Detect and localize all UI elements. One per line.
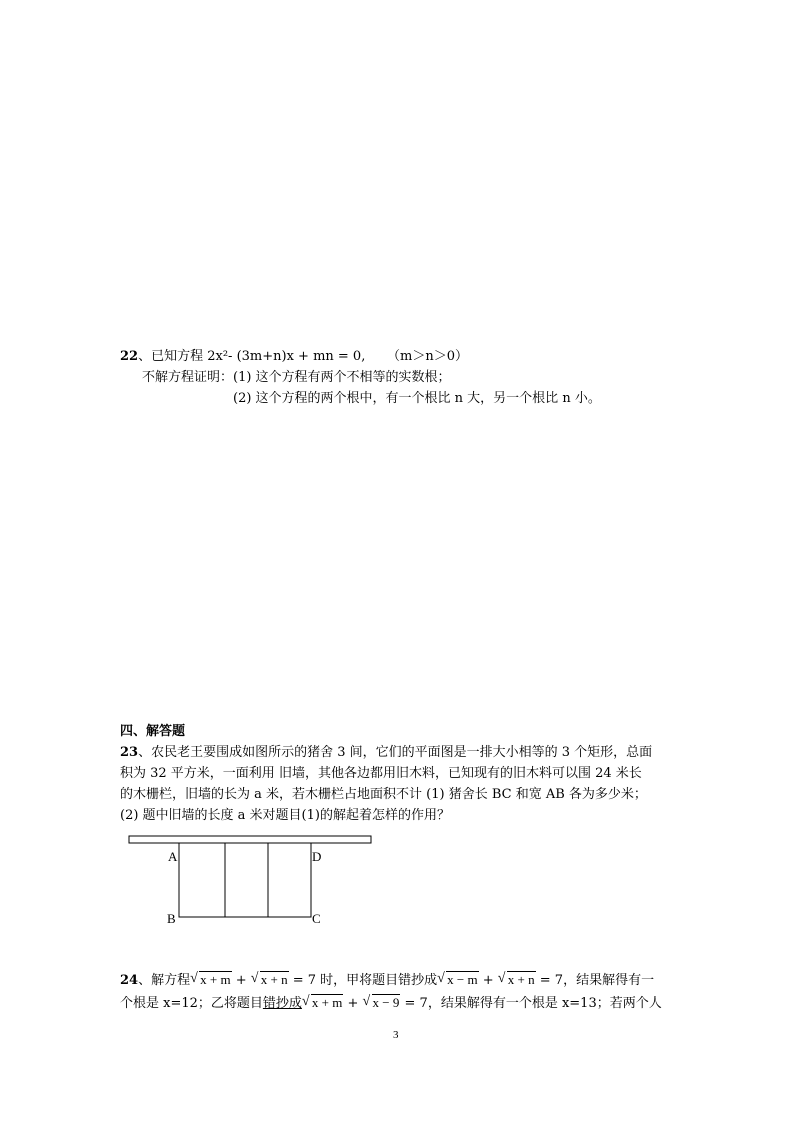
label-c: C [312,911,321,926]
q23-sep: 、 [138,745,152,760]
q23-number: 23 [120,745,139,760]
radical-6: √ x − 9 [362,994,400,1010]
q22-sep: 、 [138,349,152,364]
q23-line4: (2) 题中旧墙的长度 a 米对题目(1)的解起着怎样的作用？ [120,808,450,823]
q22-line3: (2) 这个方程的两个根中，有一个根比 n 大，另一个根比 n 小。 [233,391,601,406]
radical-4: √ x + n [497,971,535,987]
q24-underlined: 错抄成 [262,996,302,1011]
q22-line2: 不解方程证明：(1) 这个方程有两个不相等的实数根； [142,370,451,385]
pigpen-figure [120,832,380,932]
plus-2: + [478,973,498,988]
page-number: 3 [393,1029,399,1041]
radical-2: √ x + n [250,971,288,987]
q23-line3: 的木栅栏，旧墙的长为 a 米，若木栅栏占地面积不计 (1) 猪舍长 BC 和宽 AB 各为多少米； [120,787,647,802]
q24-sep: 、 [138,973,152,988]
equals-1: = 7 [288,973,317,988]
section-title: 四、解答题 [120,724,186,739]
radical-3: √ x − m [437,971,478,987]
q22-line1 [120,349,365,365]
q24-line2 [120,995,662,1012]
label-a: A [168,849,178,864]
q22-number: 22 [120,349,139,364]
q22-condition: （m＞n＞0） [387,349,468,364]
plus-1: + [231,973,251,988]
q24-text-c: ，结果解得有一 [563,973,655,988]
radical-5: √ x + m [301,994,343,1010]
q23-line2: 积为 32 平方米，一面利用 旧墙，其他各边都用旧木料，已知现有的旧木料可以围 24 米长 [120,766,642,781]
q23-text1: 农民老王要围成如图所示的猪舍 3 间，它们的平面图是一排大小相等的 3 个矩形，总面 [151,745,653,760]
q24-text-a: 解方程 [151,973,191,988]
old-wall [129,836,371,843]
q23-line1 [120,745,652,761]
radical-1: √ x + m [190,971,231,987]
q24-text-e: ，结果解得有一个根是 x=13；若两个人 [427,996,662,1011]
q24-number: 24 [120,973,139,988]
label-b: B [167,911,176,926]
plus-3: + [343,996,363,1011]
label-d: D [312,849,322,864]
q22-text1: 已知方程 2x²- (3m+n)x + mn = 0, [151,349,366,364]
q24-text-d: 个根是 x=12；乙将题目 [120,996,263,1011]
equals-2: = 7 [535,973,564,988]
equals-3: = 7 [400,996,428,1011]
q24-line1 [120,972,654,989]
q24-text-b: 时，甲将题目错抄成 [316,973,438,988]
pen-outline [179,843,311,917]
